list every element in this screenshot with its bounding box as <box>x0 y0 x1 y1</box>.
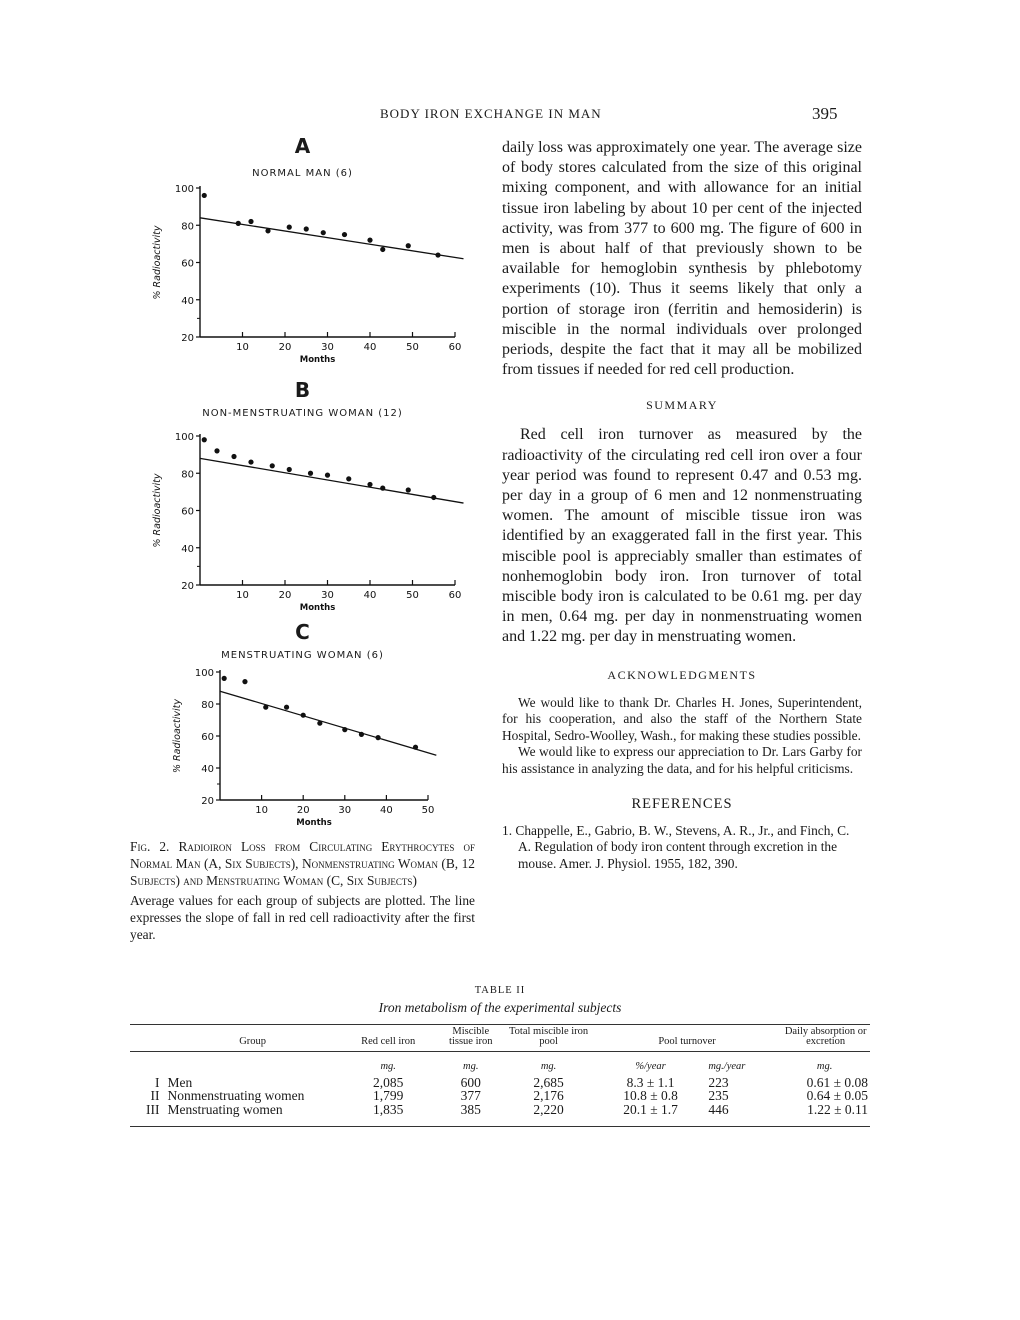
cell-pool-mg: 446 <box>708 1101 729 1117</box>
x-axis-label: Months <box>299 355 336 365</box>
data-point <box>202 437 207 442</box>
table-row <box>130 1103 870 1127</box>
chart-title: NORMAL MAN (6) <box>252 168 353 179</box>
x-tick-label: 20 <box>278 590 292 601</box>
units-row <box>130 1052 870 1076</box>
row-numeral: I <box>155 1074 160 1090</box>
table-row <box>130 1089 870 1103</box>
data-point <box>321 230 326 235</box>
caption-title: Radioiron Loss from Circulating Erythrocytes of Normal Man (A, Six Subjects), Nonmenstruating Woman (B, 12 Subjects) and Menstruating Woman (C, Six Subjects) <box>130 839 476 888</box>
data-point <box>263 705 268 710</box>
data-point <box>380 486 385 491</box>
chart-panel-c <box>130 620 475 839</box>
header-pool: Pool turnover <box>595 1025 780 1052</box>
data-point <box>265 228 270 233</box>
data-point <box>413 745 418 750</box>
chart-panel-b <box>130 374 475 624</box>
data-point <box>359 732 364 737</box>
table-section <box>130 985 870 1127</box>
x-tick-label: 60 <box>448 590 462 601</box>
cell-miscible: 377 <box>460 1088 481 1103</box>
data-point <box>284 705 289 710</box>
header-group: Group <box>130 1025 337 1052</box>
y-tick-label: 20 <box>181 333 194 344</box>
cell-miscible: 385 <box>460 1101 481 1117</box>
data-point <box>317 721 322 726</box>
unit-cell: mg. <box>540 1061 557 1072</box>
page-header <box>0 106 1020 126</box>
data-point <box>435 252 440 257</box>
row-numeral: III <box>146 1101 160 1117</box>
x-tick-label: 10 <box>236 342 249 353</box>
text-column <box>502 138 862 872</box>
cell-pool-mg: 223 <box>708 1074 729 1090</box>
ack-paragraph: We would like to thank Dr. Charles H. Jones, Superintendent, for his cooperation, and also the staff of the Northern State Hospital, Sedro-Woolley, Wash., for making these studies possible. <box>502 694 862 743</box>
x-tick-label: 10 <box>255 805 268 816</box>
iron-table <box>130 1024 870 1127</box>
x-tick-label: 20 <box>296 805 310 816</box>
data-point <box>342 232 347 237</box>
data-point <box>308 471 313 476</box>
y-tick-label: 100 <box>174 184 194 195</box>
x-tick-label: 40 <box>363 342 377 353</box>
x-tick-label: 50 <box>421 805 435 816</box>
y-tick-label: 40 <box>201 764 214 775</box>
y-tick-label: 80 <box>201 700 214 711</box>
unit-cell: mg. <box>380 1061 396 1072</box>
data-point <box>346 476 351 481</box>
data-point <box>380 247 385 252</box>
data-point <box>406 487 411 492</box>
x-axis-label: Months <box>296 818 332 828</box>
y-tick-label: 20 <box>181 581 194 592</box>
cell-red-cell: 2,085 <box>372 1074 404 1090</box>
cell-daily: 1.22 ± 0.11 <box>807 1101 868 1117</box>
data-point <box>287 225 292 230</box>
table-title: Iron metabolism of the experimental subjects <box>378 1000 622 1015</box>
header-miscible: Miscible tissue iron <box>439 1025 502 1052</box>
y-tick-label: 80 <box>181 469 194 481</box>
unit-cell: mg./year <box>708 1061 746 1072</box>
data-point <box>202 193 207 198</box>
caption-label: Fig. 2. <box>130 839 170 854</box>
table-number: TABLE II <box>474 985 526 996</box>
x-tick-label: 30 <box>321 590 334 601</box>
cell-pool-mg: 235 <box>708 1088 729 1103</box>
cell-pool-pct: 8.3 ± 1.1 <box>626 1074 675 1090</box>
ack-paragraph: We would like to express our appreciation to Dr. Lars Garby for his assistance in analyzing the data, and for his helpful criticisms. <box>502 744 862 777</box>
cell-total: 2,220 <box>533 1101 564 1117</box>
data-point <box>242 679 247 684</box>
summary-paragraph: Red cell iron turnover as measured by the radioactivity of the circulating red cell iron over a four year period was found to represent 0.47 and 0.53 mg. per day in a group of 6 men and 12 nonmenstruating women. The amount of miscible tissue iron was identified by an exaggerated fall in the first year. This miscible pool is appreciably smaller than estimates of nonhemoglobin body iron. Iron turnover of total miscible body iron is calculated to be 0.61 mg. per day in men, 0.64 mg. per day in nonmenstruating women and 1.22 mg. per day in menstruating women. <box>502 426 862 646</box>
data-point <box>287 467 292 472</box>
row-group: Men <box>167 1074 193 1090</box>
cell-miscible: 600 <box>460 1074 481 1090</box>
chart-c <box>130 624 475 839</box>
chart-b <box>130 374 475 624</box>
header-total: Total miscible iron pool <box>502 1025 594 1052</box>
figure-column <box>130 134 475 944</box>
data-point <box>367 482 372 487</box>
cell-red-cell: 1,799 <box>372 1088 404 1103</box>
x-tick-label: 30 <box>321 342 334 353</box>
x-tick-label: 60 <box>448 342 462 353</box>
cell-pool-pct: 10.8 ± 0.8 <box>623 1088 678 1103</box>
chart-letter: A <box>294 134 311 158</box>
data-point <box>270 463 275 468</box>
references-heading: REFERENCES <box>631 795 733 812</box>
x-tick-label: 40 <box>380 805 393 816</box>
y-tick-label: 20 <box>201 796 214 807</box>
data-point <box>406 243 411 248</box>
data-point <box>325 473 330 478</box>
x-tick-label: 30 <box>338 805 352 816</box>
chart-title: MENSTRUATING WOMAN (6) <box>221 650 384 661</box>
cell-red-cell: 1,835 <box>372 1101 404 1117</box>
y-tick-label: 80 <box>181 221 194 233</box>
data-point <box>248 459 253 464</box>
y-axis-label: % Radioactivity <box>172 699 183 773</box>
reference-item: 1. Chappelle, E., Gabrio, B. W., Stevens, A. R., Jr., and Finch, C. A. Regulation of body iron content through excretion in the mouse. Amer. J. Physiol. 1955, 182, 390. <box>502 822 850 871</box>
running-title: BODY IRON EXCHANGE IN MAN <box>380 106 602 121</box>
chart-letter: C <box>295 620 310 644</box>
page-number: 395 <box>812 104 838 123</box>
caption-text: Average values for each group of subjects are plotted. The line expresses the slope of fall in red cell radioactivity after the first year. <box>130 893 475 942</box>
table-row <box>130 1076 870 1090</box>
data-point <box>304 226 309 231</box>
row-numeral: II <box>150 1088 160 1103</box>
x-tick-label: 20 <box>278 342 292 353</box>
data-point <box>222 676 227 681</box>
unit-cell: %/year <box>635 1061 666 1072</box>
x-tick-label: 50 <box>406 590 419 601</box>
data-point <box>248 219 253 224</box>
data-point <box>375 735 380 740</box>
cell-total: 2,685 <box>533 1074 564 1090</box>
y-tick-label: 60 <box>181 506 194 518</box>
chart-a <box>130 134 475 374</box>
x-tick-label: 40 <box>363 590 377 601</box>
y-tick-label: 100 <box>194 668 214 679</box>
x-tick-label: 50 <box>406 342 419 353</box>
x-axis-label: Months <box>299 603 336 613</box>
data-point <box>301 713 306 718</box>
cell-daily: 0.61 ± 0.08 <box>806 1074 868 1090</box>
body-paragraph: daily loss was approximately one year. The average size of body stores calculated from the size of this original mixing component, and with allowance for an initial tissue iron labeling by about 10 per cent of the injected activity, was from 377 to 600 mg. The figure of 600 in men is about half of that previously shown to be available for hemoglobin synthesis by phlebotomy experiments (10). Thus it seems likely that only a portion of storage iron (ferritin and hemosiderin) is miscible in the normal individuals over prolonged periods, despite the fact that it may all be mobilized from tissues if needed for red cell production. <box>502 139 862 379</box>
ack-heading: ACKNOWLEDGMENTS <box>607 667 757 682</box>
chart-letter: B <box>294 378 311 402</box>
row-group: Nonmenstruating women <box>167 1088 305 1103</box>
y-axis-label: % Radioactivity <box>152 473 163 548</box>
chart-title: NON-MENSTRUATING WOMAN (12) <box>202 408 403 419</box>
header-red-cell: Red cell iron <box>337 1025 439 1052</box>
y-axis-label: % Radioactivity <box>152 225 163 300</box>
data-point <box>236 221 241 226</box>
cell-pool-pct: 20.1 ± 1.7 <box>623 1101 678 1117</box>
y-tick-label: 60 <box>201 732 214 743</box>
row-group: Menstruating women <box>167 1101 283 1117</box>
y-tick-label: 40 <box>181 295 194 307</box>
figure-caption <box>130 839 475 889</box>
unit-cell: mg. <box>463 1061 479 1072</box>
chart-panel-a <box>130 134 475 374</box>
data-point <box>214 448 219 453</box>
data-point <box>342 727 347 732</box>
data-point <box>431 495 436 500</box>
y-tick-label: 100 <box>174 432 194 443</box>
cell-total: 2,176 <box>533 1088 564 1103</box>
y-tick-label: 60 <box>181 258 194 270</box>
summary-heading: SUMMARY <box>646 398 718 413</box>
data-point <box>367 238 372 243</box>
header-daily: Daily absorption or excretion <box>779 1025 870 1052</box>
data-point <box>231 454 236 459</box>
cell-daily: 0.64 ± 0.05 <box>806 1088 868 1103</box>
y-tick-label: 40 <box>181 543 194 555</box>
unit-cell: mg. <box>816 1061 833 1072</box>
x-tick-label: 10 <box>236 590 249 601</box>
trend-line <box>200 458 464 503</box>
trend-line <box>220 691 436 755</box>
